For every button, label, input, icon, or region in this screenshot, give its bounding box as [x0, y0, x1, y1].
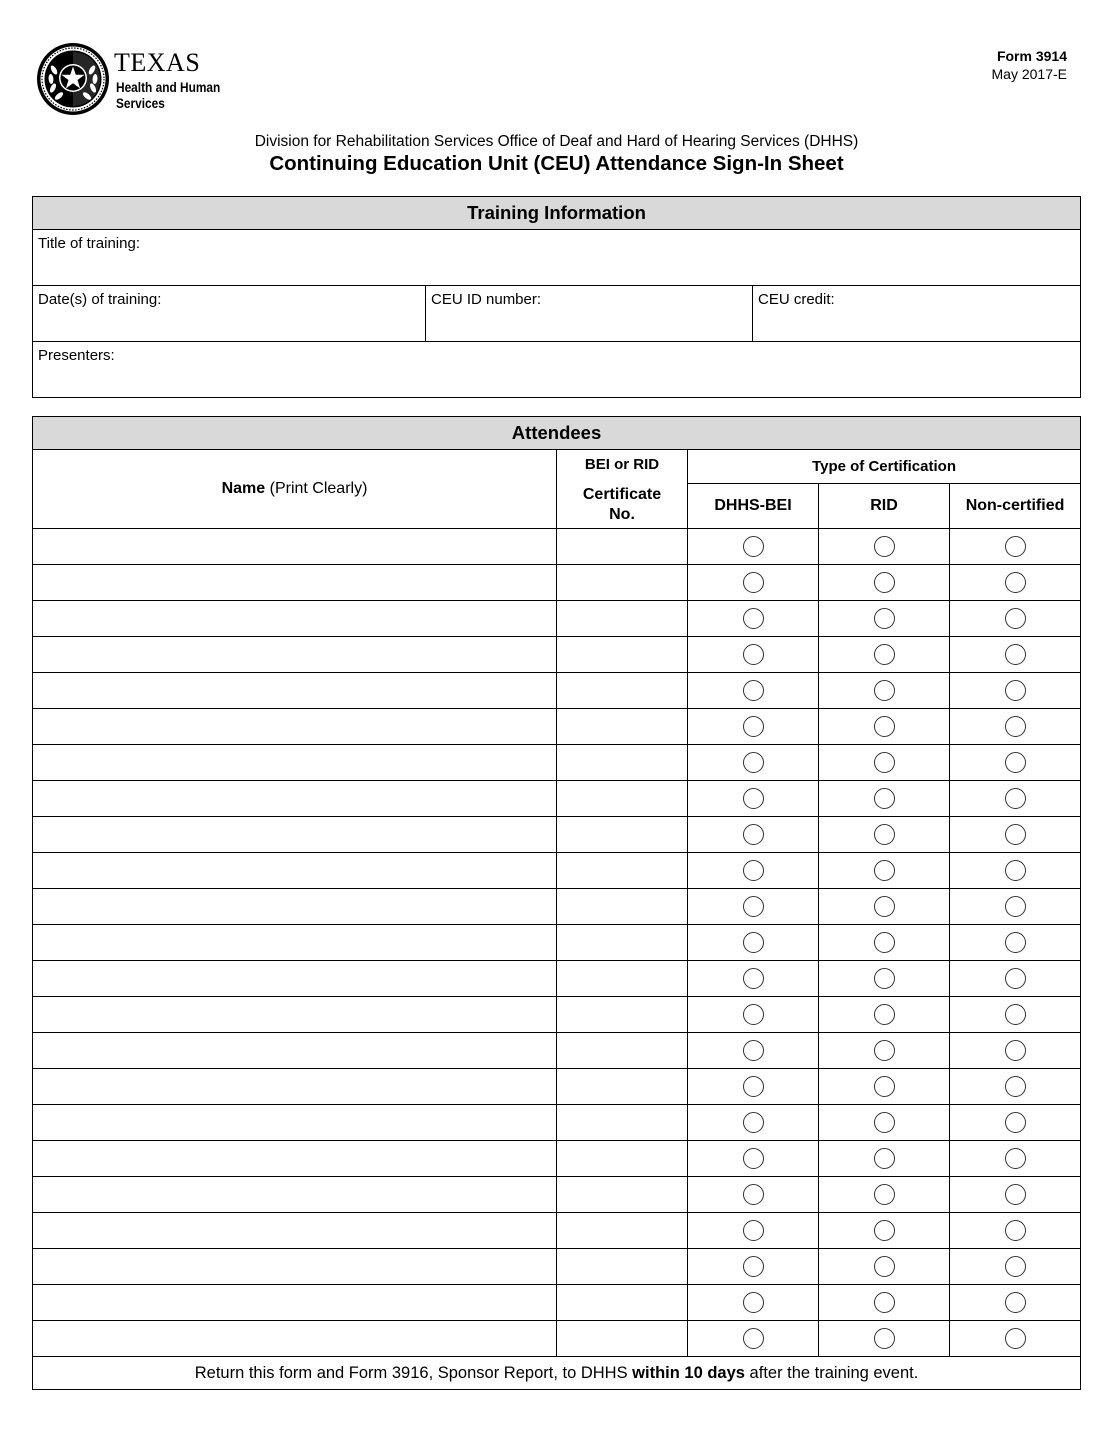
dhhs-bei-radio[interactable] [743, 1040, 764, 1061]
attendee-certificate-cell[interactable] [557, 997, 688, 1033]
attendees-heading: Attendees [33, 417, 1081, 450]
dhhs-bei-option-cell [688, 1285, 819, 1321]
rid-option-cell [819, 1321, 950, 1357]
certificate-header-top: BEI or RID [584, 456, 660, 473]
rid-option-cell [819, 1249, 950, 1285]
non-certified-option-cell [950, 709, 1081, 745]
attendee-row [33, 1105, 1081, 1141]
non-certified-radio[interactable] [1005, 788, 1026, 809]
attendee-certificate-cell[interactable] [557, 565, 688, 601]
dhhs-bei-option-cell [688, 781, 819, 817]
dhhs-bei-option-cell [688, 673, 819, 709]
attendee-certificate-cell[interactable] [557, 745, 688, 781]
dhhs-bei-radio[interactable] [743, 608, 764, 629]
non-certified-option-cell [950, 781, 1081, 817]
rid-option-cell [819, 1285, 950, 1321]
non-certified-option-cell [950, 817, 1081, 853]
dhhs-bei-option-cell [688, 961, 819, 997]
attendee-certificate-cell[interactable] [557, 781, 688, 817]
certificate-header-bottom: Certificate No. [582, 486, 662, 523]
attendee-certificate-cell[interactable] [557, 1141, 688, 1177]
attendee-row [33, 673, 1081, 709]
dhhs-bei-option-cell [688, 1177, 819, 1213]
rid-radio[interactable] [874, 572, 895, 593]
non-certified-radio[interactable] [1005, 824, 1026, 845]
attendee-certificate-cell[interactable] [557, 601, 688, 637]
attendee-row [33, 1177, 1081, 1213]
dhhs-bei-option-cell [688, 1033, 819, 1069]
ceu-id-number-field[interactable] [426, 286, 753, 342]
type-of-certification-header: Type of Certification [688, 450, 1081, 484]
attendee-row [33, 1141, 1081, 1177]
non-certified-radio[interactable] [1005, 572, 1026, 593]
attendee-certificate-cell[interactable] [557, 1177, 688, 1213]
rid-radio[interactable] [874, 644, 895, 665]
dhhs-bei-radio[interactable] [743, 968, 764, 989]
non-certified-option-cell [950, 529, 1081, 565]
return-instructions-text-end: after the training event. [744, 1363, 919, 1382]
rid-radio[interactable] [874, 1076, 895, 1097]
rid-option-cell [819, 1033, 950, 1069]
attendee-row [33, 997, 1081, 1033]
attendee-name-cell[interactable] [33, 1177, 557, 1213]
rid-option-cell [819, 1213, 950, 1249]
non-certified-option-cell [950, 1213, 1081, 1249]
dhhs-bei-option-cell [688, 637, 819, 673]
attendee-certificate-cell[interactable] [557, 1285, 688, 1321]
dhhs-bei-option-cell [688, 889, 819, 925]
attendee-certificate-cell[interactable] [557, 709, 688, 745]
attendee-row [33, 1249, 1081, 1285]
ceu-credit-field[interactable] [753, 286, 1081, 342]
attendee-row [33, 781, 1081, 817]
dhhs-bei-option-cell [688, 745, 819, 781]
rid-radio[interactable] [874, 824, 895, 845]
title-of-training-field[interactable] [33, 230, 1081, 286]
non-certified-radio[interactable] [1005, 932, 1026, 953]
attendee-name-cell[interactable] [33, 997, 557, 1033]
dhhs-bei-option-cell [688, 1213, 819, 1249]
non-certified-radio[interactable] [1005, 1220, 1026, 1241]
dhhs-bei-radio[interactable] [743, 752, 764, 773]
attendee-name-cell[interactable] [33, 637, 557, 673]
rid-option-cell [819, 709, 950, 745]
attendee-name-cell[interactable] [33, 1249, 557, 1285]
non-certified-radio[interactable] [1005, 536, 1026, 557]
attendee-certificate-cell[interactable] [557, 1033, 688, 1069]
dhhs-bei-radio[interactable] [743, 788, 764, 809]
non-certified-option-cell [950, 673, 1081, 709]
dates-of-training-field[interactable] [33, 286, 426, 342]
non-certified-column-header: Non-certified [950, 484, 1081, 529]
attendee-name-cell[interactable] [33, 1141, 557, 1177]
texas-hhs-logo [36, 42, 236, 118]
rid-radio[interactable] [874, 1220, 895, 1241]
dhhs-bei-option-cell [688, 709, 819, 745]
dhhs-bei-radio[interactable] [743, 1184, 764, 1205]
non-certified-radio[interactable] [1005, 1148, 1026, 1169]
rid-radio[interactable] [874, 680, 895, 701]
rid-radio[interactable] [874, 1292, 895, 1313]
presenters-field[interactable] [33, 342, 1081, 398]
attendee-certificate-cell[interactable] [557, 1069, 688, 1105]
form-identifier [992, 47, 1067, 83]
rid-radio[interactable] [874, 1256, 895, 1277]
dhhs-bei-option-cell [688, 853, 819, 889]
attendee-name-cell[interactable] [33, 565, 557, 601]
rid-option-cell [819, 781, 950, 817]
non-certified-radio[interactable] [1005, 1040, 1026, 1061]
non-certified-radio[interactable] [1005, 716, 1026, 737]
rid-option-cell [819, 817, 950, 853]
rid-option-cell [819, 565, 950, 601]
attendee-row [33, 1321, 1081, 1357]
rid-option-cell [819, 673, 950, 709]
title-of-training-label: Title of training: [38, 235, 140, 252]
dhhs-bei-option-cell [688, 529, 819, 565]
non-certified-option-cell [950, 1141, 1081, 1177]
non-certified-option-cell [950, 853, 1081, 889]
attendee-name-cell[interactable] [33, 1033, 557, 1069]
attendee-row [33, 709, 1081, 745]
attendee-name-cell[interactable] [33, 1069, 557, 1105]
name-column-header [33, 450, 557, 529]
non-certified-radio[interactable] [1005, 608, 1026, 629]
non-certified-option-cell [950, 565, 1081, 601]
dhhs-bei-radio[interactable] [743, 1256, 764, 1277]
rid-radio[interactable] [874, 932, 895, 953]
dhhs-bei-radio[interactable] [743, 1328, 764, 1349]
rid-radio[interactable] [874, 1112, 895, 1133]
attendee-certificate-cell[interactable] [557, 529, 688, 565]
dhhs-bei-radio[interactable] [743, 1004, 764, 1025]
rid-radio[interactable] [874, 1004, 895, 1025]
logo-agency-text [116, 80, 220, 112]
dhhs-bei-radio[interactable] [743, 1076, 764, 1097]
rid-option-cell [819, 853, 950, 889]
form-revision: May 2017-E [991, 66, 1067, 82]
attendee-name-cell[interactable] [33, 529, 557, 565]
rid-option-cell [819, 889, 950, 925]
presenters-label: Presenters: [38, 347, 115, 364]
dhhs-bei-radio[interactable] [743, 1292, 764, 1313]
rid-option-cell [819, 961, 950, 997]
non-certified-option-cell [950, 1069, 1081, 1105]
attendee-row [33, 565, 1081, 601]
attendee-name-cell[interactable] [33, 709, 557, 745]
non-certified-radio[interactable] [1005, 1184, 1026, 1205]
attendee-row [33, 1069, 1081, 1105]
attendee-row [33, 1033, 1081, 1069]
attendee-certificate-cell[interactable] [557, 889, 688, 925]
rid-radio[interactable] [874, 608, 895, 629]
dhhs-bei-option-cell [688, 997, 819, 1033]
attendee-name-cell[interactable] [33, 1213, 557, 1249]
attendee-row [33, 1213, 1081, 1249]
attendee-row [33, 601, 1081, 637]
non-certified-option-cell [950, 1249, 1081, 1285]
division-subtitle: Division for Rehabilitation Services Office of Deaf and Hard of Hearing Services (DHHS) [254, 133, 859, 150]
dhhs-bei-option-cell [688, 601, 819, 637]
rid-radio[interactable] [874, 716, 895, 737]
dhhs-bei-radio[interactable] [743, 896, 764, 917]
attendee-name-cell[interactable] [33, 781, 557, 817]
attendee-row [33, 925, 1081, 961]
attendee-name-cell[interactable] [33, 889, 557, 925]
attendee-certificate-cell[interactable] [557, 1321, 688, 1357]
dhhs-bei-option-cell [688, 925, 819, 961]
non-certified-radio[interactable] [1005, 1112, 1026, 1133]
dhhs-bei-radio[interactable] [743, 716, 764, 737]
non-certified-option-cell [950, 1177, 1081, 1213]
rid-radio[interactable] [874, 896, 895, 917]
name-header-label: Name [221, 480, 266, 497]
attendee-name-cell[interactable] [33, 601, 557, 637]
non-certified-option-cell [950, 745, 1081, 781]
ceu-credit-label: CEU credit: [758, 291, 835, 308]
rid-option-cell [819, 1177, 950, 1213]
dhhs-bei-radio[interactable] [743, 1112, 764, 1133]
return-instructions [33, 1357, 1081, 1390]
rid-radio[interactable] [874, 536, 895, 557]
attendee-certificate-cell[interactable] [557, 853, 688, 889]
attendee-certificate-cell[interactable] [557, 673, 688, 709]
dhhs-bei-option-cell [688, 817, 819, 853]
attendee-name-cell[interactable] [33, 673, 557, 709]
rid-radio[interactable] [874, 968, 895, 989]
dhhs-bei-radio[interactable] [743, 680, 764, 701]
dhhs-bei-column-header: DHHS-BEI [688, 484, 819, 529]
attendee-certificate-cell[interactable] [557, 1105, 688, 1141]
attendee-name-cell[interactable] [33, 853, 557, 889]
non-certified-radio[interactable] [1005, 968, 1026, 989]
training-information-heading: Training Information [33, 197, 1081, 230]
attendee-certificate-cell[interactable] [557, 637, 688, 673]
rid-radio[interactable] [874, 1040, 895, 1061]
attendee-row [33, 745, 1081, 781]
dhhs-bei-option-cell [688, 1141, 819, 1177]
non-certified-option-cell [950, 601, 1081, 637]
attendee-name-cell[interactable] [33, 1285, 557, 1321]
rid-column-header: RID [819, 484, 950, 529]
non-certified-option-cell [950, 1033, 1081, 1069]
attendee-row [33, 529, 1081, 565]
dhhs-bei-radio[interactable] [743, 860, 764, 881]
attendee-name-cell[interactable] [33, 961, 557, 997]
rid-radio[interactable] [874, 1328, 895, 1349]
non-certified-radio[interactable] [1005, 644, 1026, 665]
attendee-certificate-cell[interactable] [557, 961, 688, 997]
dhhs-bei-radio[interactable] [743, 1220, 764, 1241]
rid-option-cell [819, 745, 950, 781]
dates-of-training-label: Date(s) of training: [38, 291, 162, 308]
non-certified-option-cell [950, 1321, 1081, 1357]
non-certified-radio[interactable] [1005, 680, 1026, 701]
attendee-name-cell[interactable] [33, 1321, 557, 1357]
dhhs-bei-option-cell [688, 1249, 819, 1285]
attendee-certificate-cell[interactable] [557, 1249, 688, 1285]
rid-option-cell [819, 601, 950, 637]
attendee-row [33, 961, 1081, 997]
rid-option-cell [819, 1069, 950, 1105]
dhhs-bei-radio[interactable] [743, 932, 764, 953]
rid-option-cell [819, 925, 950, 961]
dhhs-bei-option-cell [688, 565, 819, 601]
dhhs-bei-option-cell [688, 1069, 819, 1105]
attendee-name-cell[interactable] [33, 745, 557, 781]
rid-option-cell [819, 529, 950, 565]
rid-radio[interactable] [874, 752, 895, 773]
non-certified-option-cell [950, 997, 1081, 1033]
dhhs-bei-radio[interactable] [743, 1148, 764, 1169]
attendee-certificate-cell[interactable] [557, 925, 688, 961]
logo-line-2: Health and Human [116, 80, 221, 95]
non-certified-option-cell [950, 1105, 1081, 1141]
non-certified-radio[interactable] [1005, 896, 1026, 917]
logo-line-3: Services [116, 96, 165, 111]
form-number: Form 3914 [996, 48, 1067, 64]
non-certified-radio[interactable] [1005, 1292, 1026, 1313]
attendee-name-cell[interactable] [33, 1105, 557, 1141]
attendee-row [33, 637, 1081, 673]
return-instructions-text: Return this form and Form 3916, Sponsor Report, to DHHS [194, 1363, 633, 1382]
non-certified-option-cell [950, 1285, 1081, 1321]
non-certified-radio[interactable] [1005, 1076, 1026, 1097]
texas-star-seal-icon [36, 42, 110, 116]
rid-radio[interactable] [874, 788, 895, 809]
attendee-row [33, 1285, 1081, 1321]
attendee-name-cell[interactable] [33, 817, 557, 853]
non-certified-radio[interactable] [1005, 860, 1026, 881]
logo-texas-text: TEXAS [114, 48, 201, 77]
non-certified-radio[interactable] [1005, 1256, 1026, 1277]
return-deadline: within 10 days [632, 1363, 745, 1382]
dhhs-bei-option-cell [688, 1105, 819, 1141]
attendee-certificate-cell[interactable] [557, 817, 688, 853]
name-header-hint: (Print Clearly) [265, 480, 368, 497]
attendee-rows [33, 529, 1081, 1357]
rid-option-cell [819, 1105, 950, 1141]
rid-radio[interactable] [874, 1184, 895, 1205]
attendee-row [33, 817, 1081, 853]
dhhs-bei-radio[interactable] [743, 536, 764, 557]
attendee-certificate-cell[interactable] [557, 1213, 688, 1249]
dhhs-bei-radio[interactable] [743, 644, 764, 665]
non-certified-option-cell [950, 637, 1081, 673]
rid-radio[interactable] [874, 1148, 895, 1169]
ceu-id-number-label: CEU ID number: [431, 291, 542, 308]
attendees-table [32, 416, 1081, 1390]
rid-radio[interactable] [874, 860, 895, 881]
attendee-name-cell[interactable] [33, 925, 557, 961]
attendee-row [33, 853, 1081, 889]
rid-option-cell [819, 997, 950, 1033]
non-certified-option-cell [950, 889, 1081, 925]
non-certified-radio[interactable] [1005, 752, 1026, 773]
dhhs-bei-option-cell [688, 1321, 819, 1357]
non-certified-option-cell [950, 925, 1081, 961]
dhhs-bei-radio[interactable] [743, 572, 764, 593]
non-certified-radio[interactable] [1005, 1328, 1026, 1349]
non-certified-radio[interactable] [1005, 1004, 1026, 1025]
rid-option-cell [819, 637, 950, 673]
page-title: Continuing Education Unit (CEU) Attendance Sign-In Sheet [269, 152, 844, 175]
attendee-row [33, 889, 1081, 925]
certificate-column-header [557, 450, 688, 529]
dhhs-bei-radio[interactable] [743, 824, 764, 845]
rid-option-cell [819, 1141, 950, 1177]
non-certified-option-cell [950, 961, 1081, 997]
training-information-table [32, 196, 1081, 398]
